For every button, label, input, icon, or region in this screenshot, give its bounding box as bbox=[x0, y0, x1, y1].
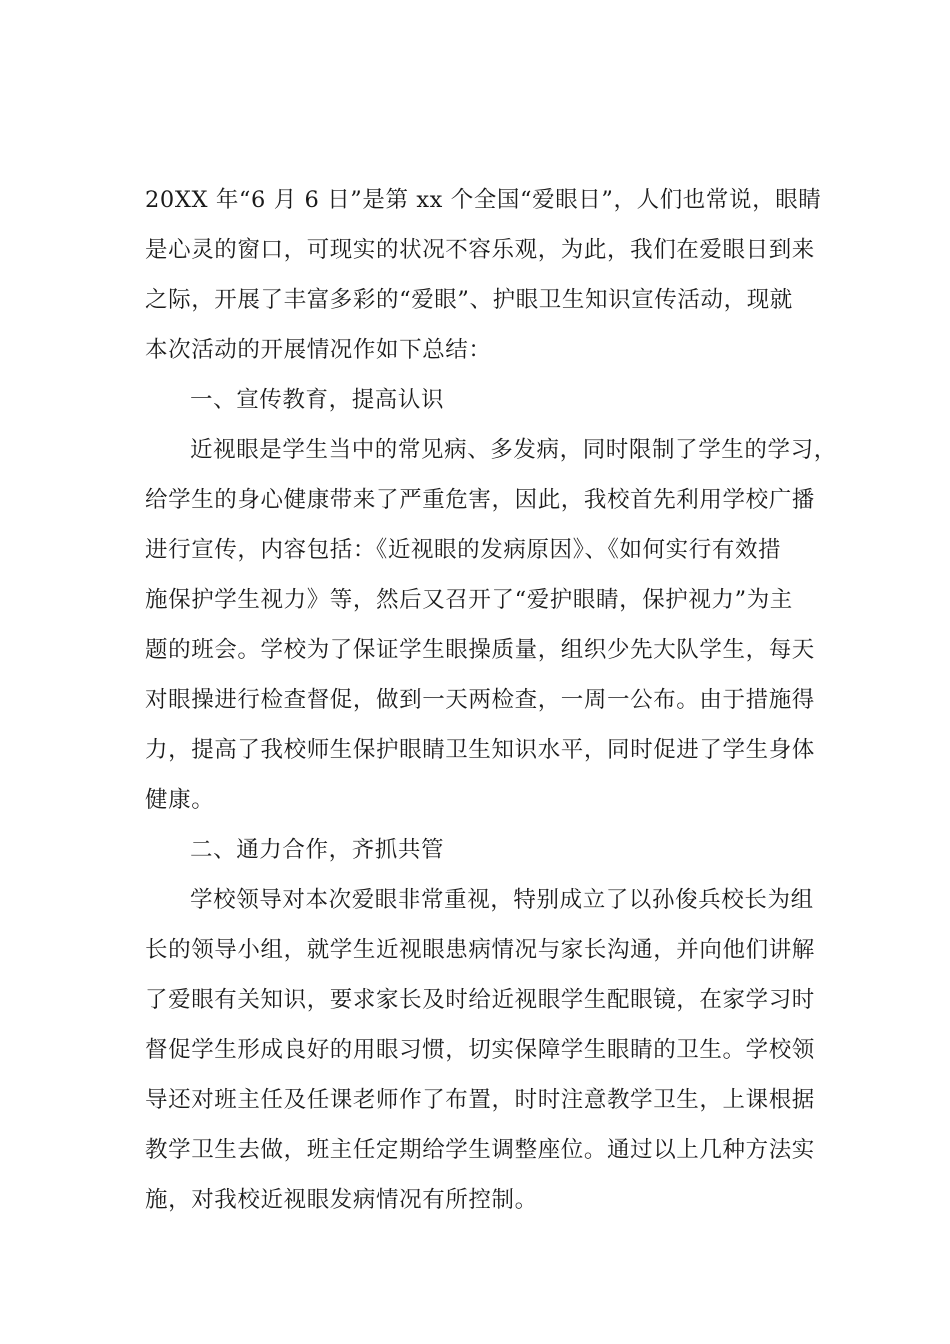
paragraph-line: 给学生的身心健康带来了严重危害，因此，我校首先利用学校广播 bbox=[145, 487, 815, 513]
intro-line: 之际，开展了丰富多彩的“爱眼”、护眼卫生知识宣传活动，现就 bbox=[145, 287, 793, 313]
section-heading: 二、通力合作，齐抓共管 bbox=[190, 837, 445, 863]
paragraph-line: 施，对我校近视眼发病情况有所控制。 bbox=[145, 1187, 538, 1213]
paragraph-line: 了爱眼有关知识，要求家长及时给近视眼学生配眼镜，在家学习时 bbox=[145, 987, 815, 1013]
intro-line: 本次活动的开展情况作如下总结： bbox=[145, 337, 492, 363]
paragraph-line: 督促学生形成良好的用眼习惯，切实保障学生眼睛的卫生。学校领 bbox=[145, 1037, 815, 1063]
paragraph-line: 力，提高了我校师生保护眼睛卫生知识水平，同时促进了学生身体 bbox=[145, 737, 815, 763]
paragraph-line: 进行宣传，内容包括：《近视眼的发病原因》、《如何实行有效措 bbox=[145, 537, 782, 563]
paragraph-line: 题的班会。学校为了保证学生眼操质量，组织少先大队学生，每天 bbox=[145, 637, 815, 663]
paragraph-line: 健康。 bbox=[145, 787, 215, 813]
intro-line: 20XX 年“6 月 6 日”是第 xx 个全国“爱眼日”，人们也常说，眼睛 bbox=[145, 187, 822, 213]
paragraph-line: 施保护学生视力》等，然后又召开了“爱护眼睛，保护视力”为主 bbox=[145, 587, 793, 613]
paragraph-line: 学校领导对本次爱眼非常重视，特别成立了以孙俊兵校长为组 bbox=[190, 887, 814, 913]
paragraph-line: 教学卫生去做，班主任定期给学生调整座位。通过以上几种方法实 bbox=[145, 1137, 815, 1163]
paragraph-line: 对眼操进行检查督促，做到一天两检查，一周一公布。由于措施得 bbox=[145, 687, 815, 713]
paragraph-line: 导还对班主任及任课老师作了布置，时时注意教学卫生，上课根据 bbox=[145, 1087, 815, 1113]
section-heading: 一、宣传教育，提高认识 bbox=[190, 387, 445, 413]
paragraph-line: 近视眼是学生当中的常见病、多发病，同时限制了学生的学习， bbox=[190, 437, 837, 463]
intro-line: 是心灵的窗口，可现实的状况不容乐观，为此，我们在爱眼日到来 bbox=[145, 237, 815, 263]
paragraph-line: 长的领导小组，就学生近视眼患病情况与家长沟通，并向他们讲解 bbox=[145, 937, 815, 963]
